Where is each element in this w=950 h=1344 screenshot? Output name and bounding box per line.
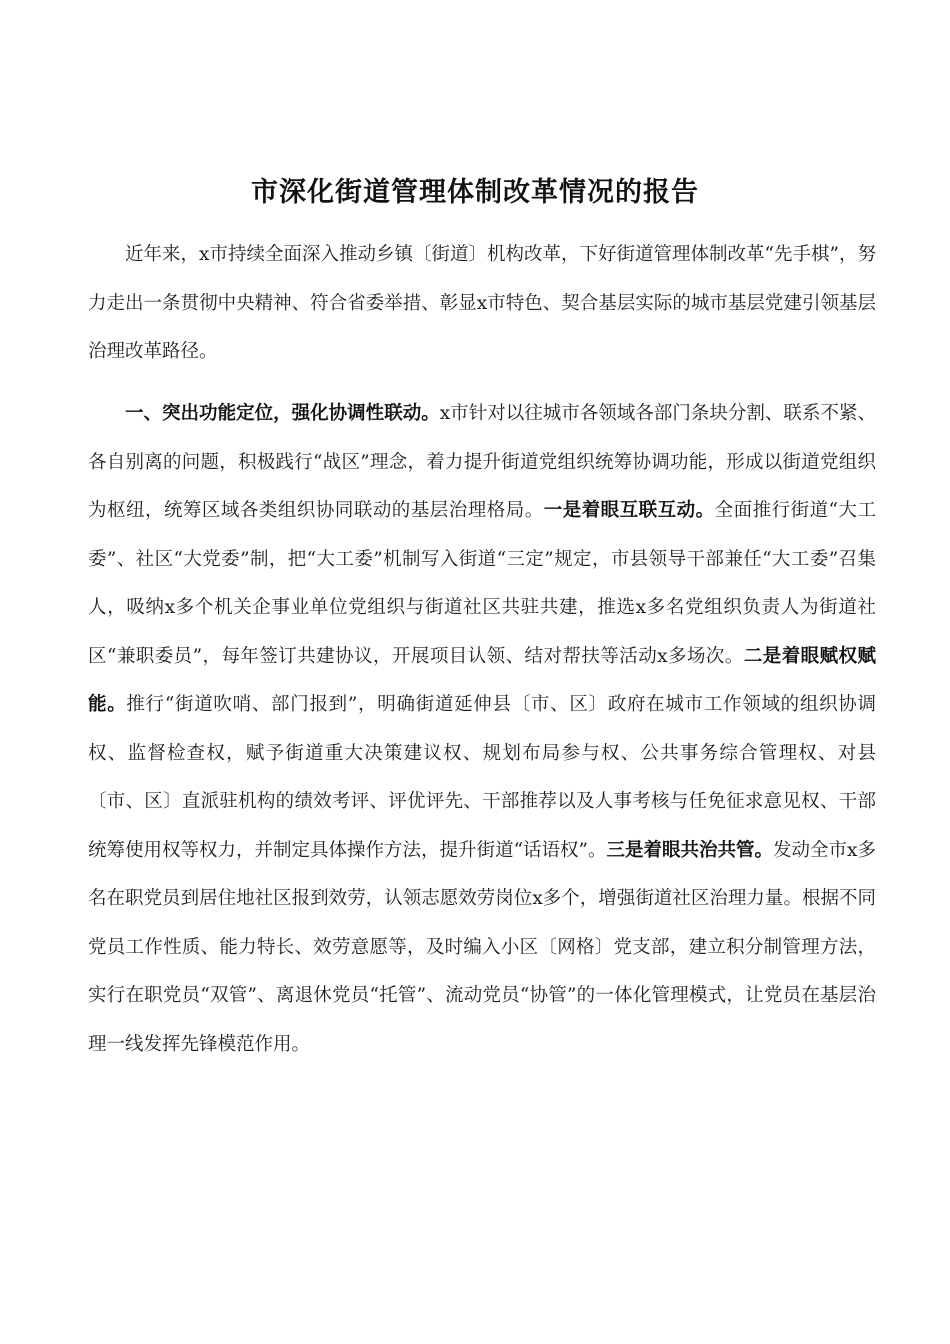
intro-paragraph: 近年来，x市持续全面深入推动乡镇〔街道〕机构改革，下好街道管理体制改革“先手棋”，努力走出一条贯彻中央精神、符合省委举措、彰显x市特色、契合基层实际的城市基层党建引领基层治理改革路径。 — [88, 244, 876, 362]
document-title: 市深化街道管理体制改革情况的报告 — [251, 177, 699, 209]
point-3-text: 发动全市x多名在职党员到居住地社区报到效劳，认领志愿效劳岗位x多个，增强街道社区治理力量。根据不同党员工作性质、能力特长、效劳意愿等，及时编入小区〔网格〕党支部，建立积分制管理方法，实行在职党员“双管”、离退休党员“托管”、流动党员“协管”的一体化管理模式，让党员在基层治理一线发挥先锋模范作用。 — [88, 839, 876, 1055]
point-1-text: 全面推行街道“大工委”、社区“大党委”制，把“大工委”机制写入街道“三定”规定，市县领导干部兼任“大工委”召集人，吸纳x多个机关企事业单位党组织与街道社区共驻共建，推选x多名党组织负责人为街道社区“兼职委员”，每年签订共建协议，开展项目认领、结对帮扶等活动x多场次。 — [88, 500, 876, 667]
point-1-label: 一是着眼互联互动。 — [543, 500, 715, 521]
section-1-heading: 一、突出功能定位，强化协调性联动。 — [125, 403, 440, 424]
point-3-label: 三是着眼共治共管。 — [606, 839, 774, 861]
section-1-paragraph — [88, 390, 876, 1069]
point-2-label: 二是着眼赋权赋能。 — [88, 645, 876, 715]
section-1-text: x市针对以往城市各领域各部门条块分割、联系不紧、各自别离的问题，积极践行“战区”理念，着力提升街道党组织统筹协调功能，形成以街道党组织为枢纽，统筹区域各类组织协同联动的基层治理格局。 — [88, 403, 876, 521]
point-2-text: 推行“街道吹哨、部门报到”，明确街道延伸县〔市、区〕政府在城市工作领域的组织协调权、监督检查权，赋予街道重大决策建议权、规划布局参与权、公共事务综合管理权、对县〔市、区〕直派驻机构的绩效考评、评优评先、干部推荐以及人事考核与任免征求意见权、干部统筹使用权等权力，并制定具体操作方法，提升街道“话语权”。 — [88, 694, 876, 861]
